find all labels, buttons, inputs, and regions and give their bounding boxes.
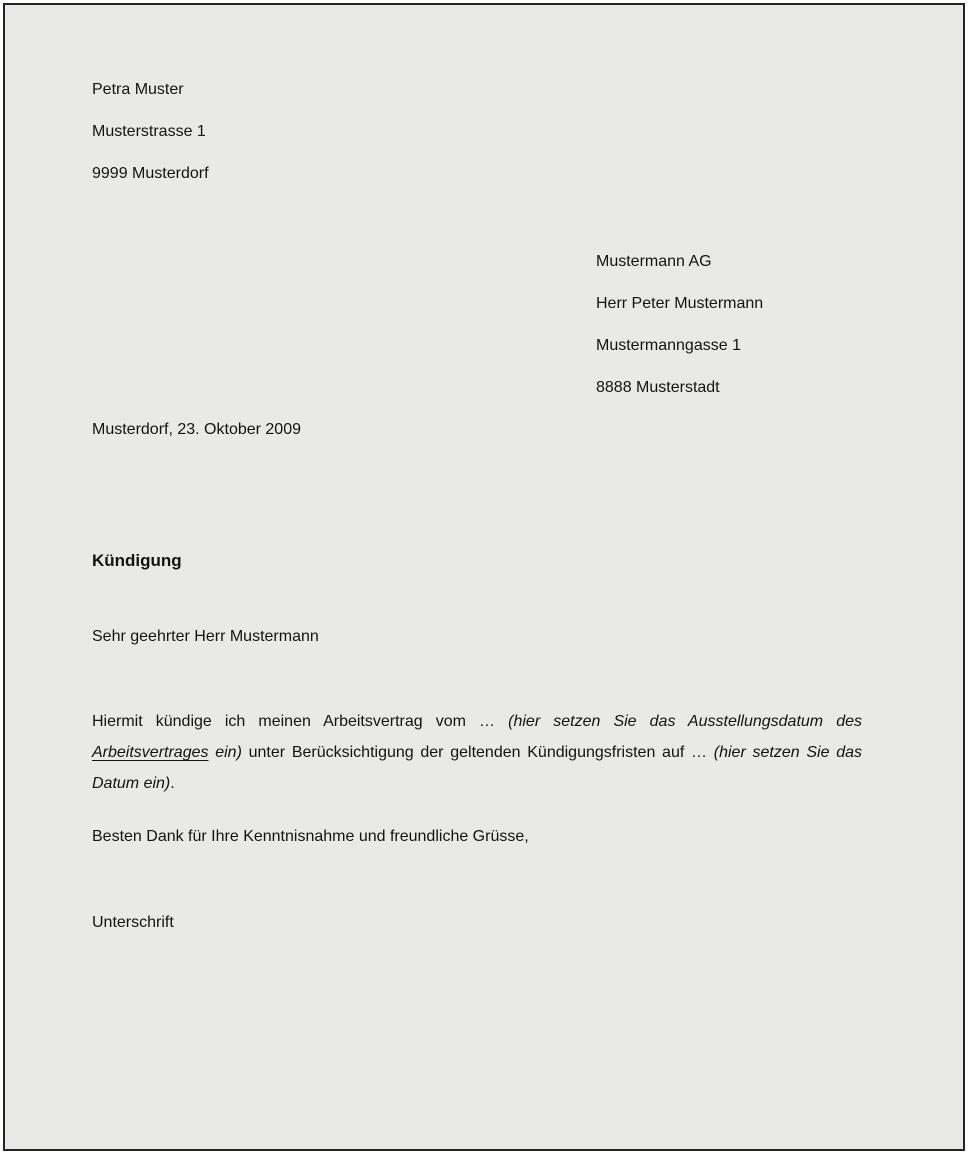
body-placeholder-hint-1-end: ein) — [208, 744, 242, 761]
body-placeholder-hint-1: (hier setzen Sie das Ausstellungsdatum des — [508, 713, 862, 730]
sender-address-block — [92, 58, 209, 205]
recipient-address-block — [596, 230, 763, 419]
subject-heading: Kündigung — [92, 551, 182, 570]
date-line: Musterdorf, 23. Oktober 2009 — [92, 421, 301, 438]
recipient-street: Mustermanngasse 1 — [596, 337, 741, 354]
body-placeholder-hint-2: (hier setzen Sie das Datum ein) — [92, 744, 863, 792]
salutation: Sehr geehrter Herr Mustermann — [92, 628, 319, 645]
body-text-3: . — [170, 775, 175, 792]
recipient-company: Mustermann AG — [596, 253, 712, 270]
body-paragraph — [92, 706, 862, 799]
closing-line: Besten Dank für Ihre Kenntnisnahme und freundliche Grüsse, — [92, 828, 529, 845]
body-placeholder-underlined-word: Arbeitsvertrages — [92, 744, 209, 761]
sender-street: Musterstrasse 1 — [92, 123, 206, 140]
recipient-name: Herr Peter Mustermann — [596, 295, 764, 312]
sender-city: 9999 Musterdorf — [92, 165, 209, 182]
sender-name: Petra Muster — [92, 81, 184, 98]
signature-label: Unterschrift — [92, 914, 174, 931]
body-text-2: unter Berücksichtigung der geltenden Kündigungsfristen auf … — [241, 744, 714, 761]
body-text-1: Hiermit kündige ich meinen Arbeitsvertrag vom … — [92, 713, 509, 730]
recipient-city: 8888 Musterstadt — [596, 379, 720, 396]
